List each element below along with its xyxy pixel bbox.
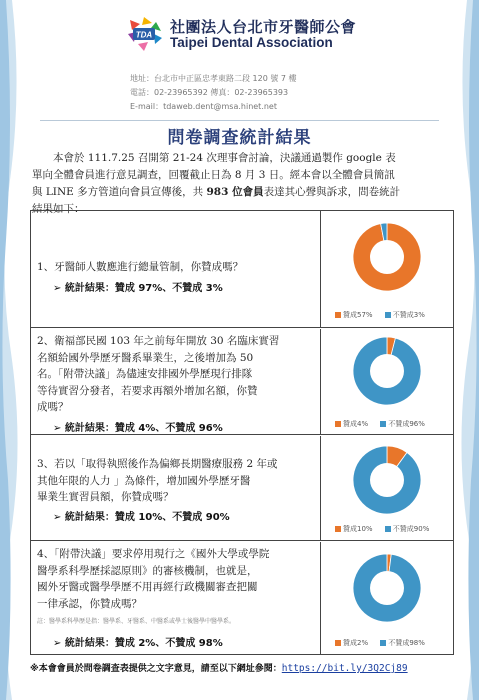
donut-hole <box>370 240 404 274</box>
question-cell <box>31 211 321 327</box>
contact-info <box>130 72 360 114</box>
legend-no-label: 不贊成3% <box>392 311 425 319</box>
intro-line-2: 單向全體會員進行意見調查，回覆截止日為 8 月 3 日。經本會以全體會員簡訊 <box>32 169 395 181</box>
chart-legend <box>335 524 439 534</box>
legend-no-swatch <box>380 421 386 427</box>
legend-yes-label: 贊成2% <box>343 639 369 647</box>
legend-yes-swatch <box>335 421 341 427</box>
legend-no-label: 不贊成96% <box>388 420 425 428</box>
question-line: 2、衛福部民國 103 年之前每年開放 30 名臨床實習 <box>37 335 280 347</box>
result-text: ➢ 統計結果：贊成 2%、不贊成 98% <box>53 638 223 649</box>
legend-no-label: 不贊成90% <box>392 525 430 533</box>
question-row-3 <box>31 436 453 541</box>
question-text <box>37 259 319 276</box>
question-line: 等待實習分發者，若要求再額外增加名額，你贊 <box>37 384 258 397</box>
question-line: 3、若以「取得執照後作為偏鄉長期醫療服務 2 年或 <box>37 458 278 470</box>
donut-hole <box>370 463 404 497</box>
footnote: 註：醫學系科學歷是指：醫學系、牙醫系、中醫系或學士後醫學中醫學系。 <box>37 618 236 625</box>
legend-yes-swatch <box>335 312 341 318</box>
question-line: 名額給國外學歷牙醫系畢業生，之後增加為 50 <box>37 351 254 364</box>
donut-hole <box>370 354 404 388</box>
member-count: 983 位會員 <box>206 186 264 198</box>
legend-no <box>385 525 430 533</box>
survey-table <box>30 210 454 655</box>
result-text: ➢ 統計結果：贊成 97%、不贊成 3% <box>53 283 223 294</box>
question-text <box>37 546 319 612</box>
footer-note <box>30 661 470 674</box>
survey-comments-link[interactable]: https://bit.ly/3Q2Cj89 <box>281 663 408 674</box>
intro-line-4: 結果如下： <box>32 203 85 215</box>
question-line: 1、牙醫師人數應進行總量管制，你贊成嗎？ <box>37 261 244 273</box>
org-name-zh: 社團法人台北市牙醫師公會 <box>170 18 357 36</box>
legend-no-swatch <box>385 312 391 318</box>
pie-chart <box>351 552 423 624</box>
question-text <box>37 333 319 416</box>
result-text: ➢ 統計結果：贊成 4%、不贊成 96% <box>53 423 223 434</box>
logo-text: TDA <box>135 30 153 40</box>
chart-cell <box>321 329 453 434</box>
intro-line-3a: 與 LINE 多方管道向會員宣傳後，共 <box>32 186 207 198</box>
question-line: 其他年限的人力 」為條件，增加國外學歷牙醫 <box>37 474 251 487</box>
question-line: 名。「附帶決議」為儘速安排國外學歷現行排隊 <box>37 368 253 380</box>
chart-cell <box>321 211 453 327</box>
chart-legend <box>335 638 435 648</box>
legend-no-swatch <box>385 526 391 532</box>
right-border-decoration <box>453 0 479 700</box>
question-cell <box>31 542 321 655</box>
tda-logo <box>124 16 164 52</box>
chart-cell <box>321 436 453 540</box>
legend-yes-swatch <box>335 640 341 646</box>
letterhead <box>0 14 479 56</box>
legend-no <box>380 639 425 647</box>
footer-text: ※本會會員於問卷調查表提供之文字意見，請至以下網址參閱： <box>30 664 282 674</box>
question-line: 國外牙醫或醫學學歷不用再經行政機關審查把關 <box>37 581 258 593</box>
pie-chart <box>351 444 423 516</box>
legend-no <box>380 420 425 428</box>
left-border-decoration <box>0 0 26 700</box>
question-line: 醫學系科學歷採認原則》的審核機制，也就是， <box>37 564 258 577</box>
question-line: 一律承認，你贊成嗎？ <box>37 597 142 610</box>
legend-yes <box>335 420 368 428</box>
legend-yes <box>335 525 373 533</box>
chart-legend <box>335 419 435 429</box>
address: 地址：台北市中正區忠孝東路二段 120 號 7 樓 <box>130 74 297 83</box>
intro-line-3 <box>32 184 452 201</box>
phone-fax: 電話：02-23965392 傳真：02-23965393 <box>130 88 289 97</box>
email: E-mail：tdaweb.dent@msa.hinet.net <box>130 102 277 111</box>
legend-yes <box>335 639 368 647</box>
legend-yes <box>335 311 373 319</box>
chart-cell <box>321 542 453 655</box>
question-line: 畢業生實習員額，你贊成嗎？ <box>37 491 174 503</box>
question-row-1 <box>31 211 453 328</box>
question-cell <box>31 436 321 540</box>
legend-no-label: 不贊成98% <box>388 639 425 647</box>
org-name-en: Taipei Dental Association <box>170 35 333 50</box>
question-text <box>37 456 319 506</box>
legend-yes-swatch <box>335 526 341 532</box>
pie-chart <box>351 335 423 407</box>
pie-chart <box>351 221 423 293</box>
question-cell <box>31 329 321 434</box>
legend-no-swatch <box>380 640 386 646</box>
legend-yes-label: 贊成57% <box>343 311 373 319</box>
intro-line-3c: 表達其心聲與訴求，問卷統計 <box>263 186 401 198</box>
donut-hole <box>370 571 404 605</box>
question-line: 成嗎？ <box>37 401 69 413</box>
legend-yes-label: 贊成10% <box>343 525 373 533</box>
legend-yes-label: 贊成4% <box>343 420 369 428</box>
chart-legend <box>335 310 435 320</box>
result-text: ➢ 統計結果：贊成 10%、不贊成 90% <box>53 512 230 523</box>
divider <box>40 120 439 121</box>
intro-line-1: 本會於 111.7.25 召開第 21-24 次理事會討論，決議通過製作 google 表 <box>53 152 396 164</box>
intro-paragraph <box>32 150 452 218</box>
question-row-2 <box>31 329 453 435</box>
legend-no <box>385 311 425 319</box>
question-row-4 <box>31 542 453 655</box>
question-line: 4、「附帶決議」要求停用現行之《國外大學或學院 <box>37 548 270 560</box>
page-title: 問卷調查統計結果 <box>167 128 312 148</box>
